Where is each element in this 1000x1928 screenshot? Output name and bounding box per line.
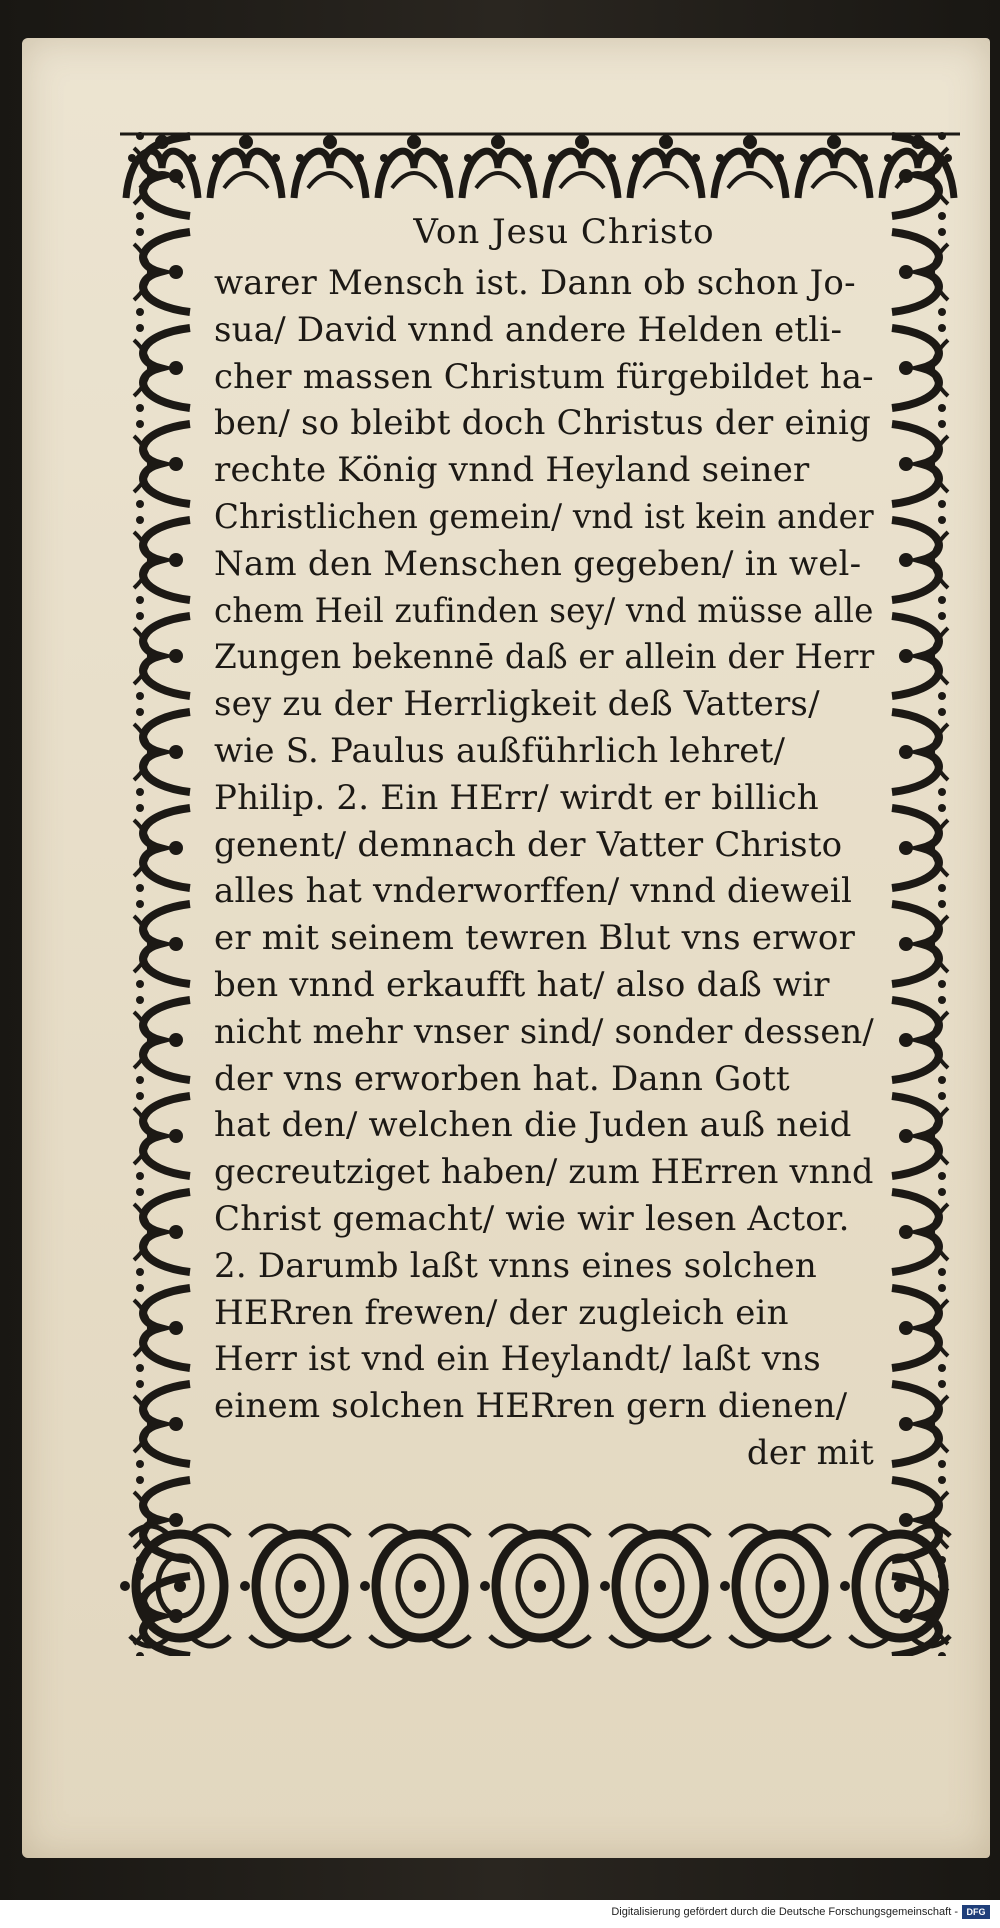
text-line: sua/ David vnnd andere Helden etli- (214, 309, 843, 350)
text-line: nicht mehr vnser sind/ sonder dessen/ (214, 1011, 874, 1052)
text-line: Christlichen gemein/ vnd ist kein ander (214, 496, 874, 537)
dfg-logo: DFG (962, 1905, 990, 1919)
text-line: Philip. 2. Ein HErr/ wirdt er billich (214, 777, 819, 818)
text-line: genent/ demnach der Vatter Christo (214, 824, 843, 865)
text-lines (214, 260, 874, 1477)
ornament-border-left (120, 128, 202, 1656)
text-line: Herr ist vnd ein Heylandt/ laßt vns (214, 1339, 821, 1380)
text-line: gecreutziget haben/ zum HErren vnnd (214, 1152, 874, 1193)
ornament-border-top (120, 128, 960, 206)
text-line: der vns erworben hat. Dann Gott (214, 1058, 790, 1099)
text-line: der mit (746, 1432, 874, 1473)
text-line: HERren frewen/ der zugleich ein (214, 1292, 789, 1333)
text-line: Nam den Menschen gegeben/ in wel- (214, 543, 862, 584)
text-line: chem Heil zufinden sey/ vnd müsse alle (214, 590, 874, 631)
text-line: Zungen bekennē daß er allein der Herr (214, 637, 875, 678)
ornament-border-right (880, 128, 962, 1656)
ornament-border-bottom (120, 1516, 960, 1656)
text-line: warer Mensch ist. Dann ob schon Jo- (214, 263, 856, 303)
text-line: ben/ so bleibt doch Christus der einig (214, 403, 872, 444)
text-line: einem solchen HERren gern dienen/ (214, 1386, 848, 1427)
text-line: sey zu der Herrligkeit deß Vatters/ (214, 684, 820, 725)
text-line: rechte König vnnd Heyland seiner (214, 450, 810, 491)
running-head: Von Jesu Christo (413, 212, 715, 252)
text-block (214, 208, 874, 1477)
text-line: Christ gemacht/ wie wir lesen Actor. (214, 1198, 850, 1239)
funding-credit: Digitalisierung gefördert durch die Deutsche Forschungsgemeinschaft - (611, 1906, 958, 1918)
text-line: hat den/ welchen die Juden auß neid (214, 1105, 852, 1146)
text-line: 2. Darumb laßt vnns eines solchen (214, 1245, 817, 1286)
text-line: ben vnnd erkaufft hat/ also daß wir (214, 964, 830, 1005)
text-line: alles hat vnderworffen/ vnnd dieweil (214, 871, 853, 912)
text-line: cher massen Christum fürgebildet ha- (214, 356, 874, 397)
text-line: wie S. Paulus außführlich lehret/ (214, 730, 786, 771)
text-line: er mit seinem tewren Blut vns erwor (214, 918, 856, 959)
